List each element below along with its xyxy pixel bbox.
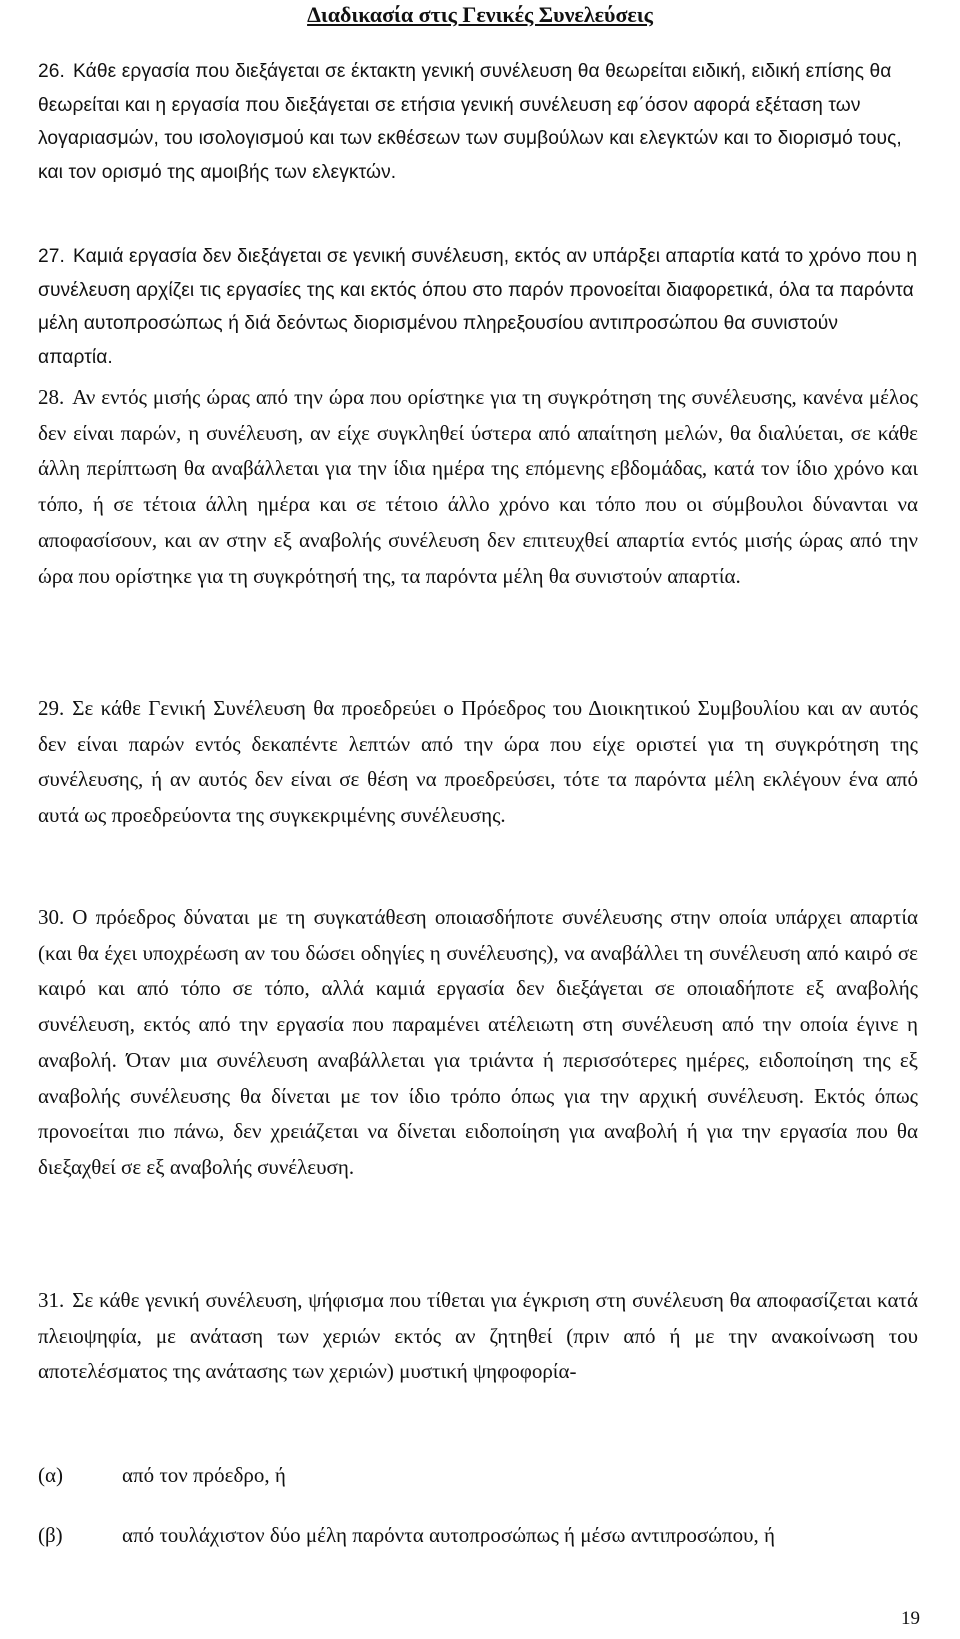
paragraph-26 xyxy=(38,55,918,189)
paragraph-text: Ο πρόεδρος δύναται με τη συγκατάθεση οποιασδήποτε συνέλευσης στην οποία υπάρχει απαρτία (και θα έχει υποχρέωση αν του δώσει οδηγίες η συνέλευσης), να αναβάλλει τη συνέλευση από καιρό σε καιρό και από τόπο σε τόπο, αλλά καμιά εργασία δεν διεξάγεται σε οποιαδήποτε εξ αναβολής συνέλευση, εκτός από την εργασία που παραμένει ατέλειωτη στη συνέλευση από την οποία έγινε η αναβολή. Όταν μια συνέλευση αναβάλλεται για τριάντα ή περισσότερες ημέρες, ειδοποίηση της εξ αναβολής συνέλευσης θα δίνεται με τον ίδιο τρόπο όπως για την αρχική συνέλευση. Εκτός όπως προνοείται πιο πάνω, δεν χρειάζεται να δίνεται ειδοποίηση για αναβολή ή για την εργασία που θα διεξαχθεί σε εξ αναβολής συνέλευση. xyxy=(38,905,918,1179)
subitem-text: από τουλάχιστον δύο μέλη παρόντα αυτοπροσώπως ή μέσω αντιπροσώπου, ή xyxy=(122,1523,776,1547)
subitem-text: από τον πρόεδρο, ή xyxy=(122,1463,286,1487)
paragraph-number: 31. xyxy=(38,1288,65,1312)
paragraph-28 xyxy=(38,380,918,594)
paragraph-30 xyxy=(38,900,918,1186)
subitem-a xyxy=(38,1458,918,1494)
subitem-label: (β) xyxy=(38,1523,63,1547)
page-number: 19 xyxy=(901,1608,920,1629)
paragraph-text: Σε κάθε γενική συνέλευση, ψήφισμα που τίθεται για έγκριση στη συνέλευση θα αποφασίζεται κατά πλειοψηφία, με ανάταση των χεριών εκτός αν ζητηθεί (πριν από ή με την ανακοίνωση του αποτελέσματος της ανάτασης των χεριών) μυστική ψηφοφορία- xyxy=(38,1288,918,1384)
paragraph-text: Καμιά εργασία δεν διεξάγεται σε γενική συνέλευση, εκτός αν υπάρξει απαρτία κατά το χρόνο που η συνέλευση αρχίζει τις εργασίες της και εκτός όπου στο παρόν προνοείται διαφορετικά, όλα τα παρόντα μέλη αυτοπροσώπως ή διά δεόντως διορισμένου πληρεξουσίου αντιπροσώπου θα συνιστούν απαρτία. xyxy=(38,246,918,368)
paragraph-number: 30. xyxy=(38,905,65,929)
paragraph-number: 29. xyxy=(38,696,65,720)
paragraph-27 xyxy=(38,240,918,374)
paragraph-text: Σε κάθε Γενική Συνέλευση θα προεδρεύει ο Πρόεδρος του Διοικητικού Συμβουλίου και αν αυτός δεν είναι παρών εντός δεκαπέντε λεπτών από την ώρα που είχε οριστεί για τη συγκρότηση της συνέλευσης, ή αν αυτός δεν είναι σε θέση να προεδρεύσει, τότε τα παρόντα μέλη εκλέγουν ένα από αυτά ως προεδρεύοντα της συγκεκριμένης συνέλευσης. xyxy=(38,696,918,828)
paragraph-29 xyxy=(38,691,918,834)
paragraph-text: Αν εντός μισής ώρας από την ώρα που ορίστηκε για τη συγκρότηση της συνέλευσης, κανένα μέλος δεν είναι παρών, η συνέλευση, αν είχε συγκληθεί ύστερα από απαίτηση μελών, θα διαλύεται, σε κάθε άλλη περίπτωση θα αναβάλλεται για την ίδια ημέρα της επόμενης εβδομάδας, κατά τον ίδιο χρόνο και τόπο, ή σε τέτοια άλλη ημέρα και σε τέτοιο άλλο χρόνο και τόπο που οι σύμβουλοι δύνανται να αποφασίσουν, και αν στην εξ αναβολής συνέλευση δεν επιτευχθεί απαρτία εντός μισής ώρας από την ώρα που ορίστηκε για τη συγκρότησή της, τα παρόντα μέλη θα συνιστούν απαρτία. xyxy=(38,385,918,588)
page-title: Διαδικασία στις Γενικές Συνελεύσεις xyxy=(307,2,653,27)
paragraph-31 xyxy=(38,1283,918,1390)
paragraph-number: 27. xyxy=(38,246,65,267)
paragraph-number: 26. xyxy=(38,61,65,82)
subitem-b xyxy=(38,1518,918,1554)
paragraph-number: 28. xyxy=(38,385,65,409)
paragraph-text: Κάθε εργασία που διεξάγεται σε έκτακτη γενική συνέλευση θα θεωρείται ειδική, ειδική επίσης θα θεωρείται και η εργασία που διεξάγεται σε ετήσια γενική συνέλευση εφ΄όσον αφορά εξέταση των λογαριασμών, του ισολογισμού και των εκθέσεων των συμβούλων και ελεγκτών και το διορισμό τους, και τον ορισμό της αμοιβής των ελεγκτών. xyxy=(38,61,902,183)
subitem-label: (α) xyxy=(38,1463,63,1487)
